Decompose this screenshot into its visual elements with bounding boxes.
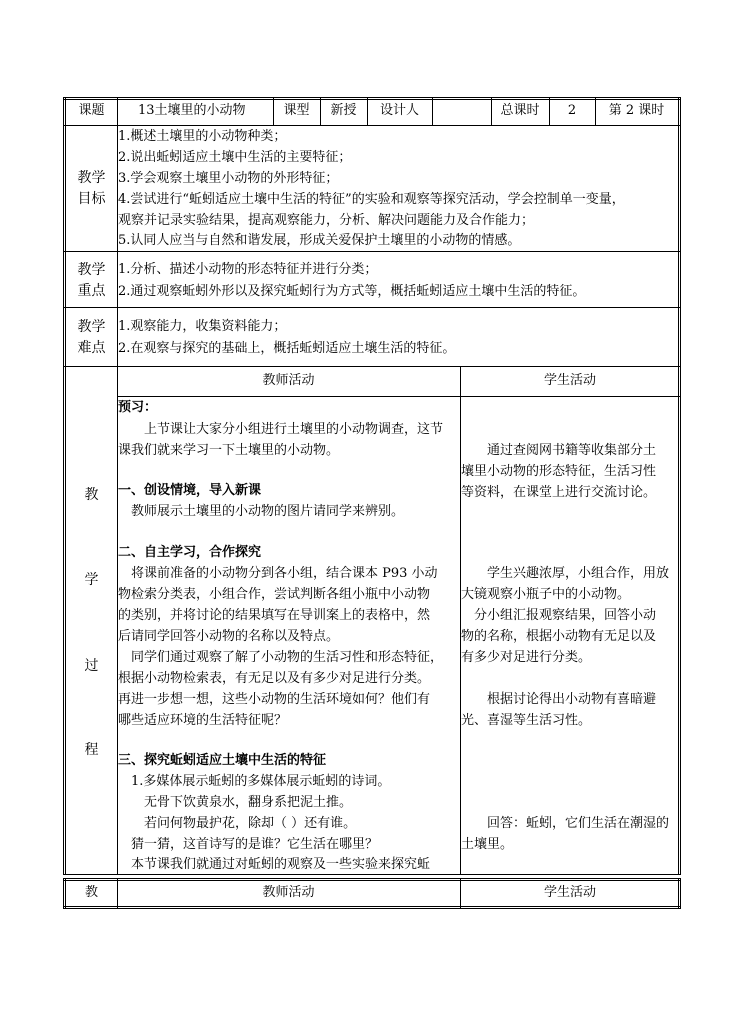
- period-value: 第 2 课时: [608, 103, 665, 118]
- student-line: 土壤里。: [461, 837, 514, 852]
- teacher-line: 教师展示土壤里的小动物的图片请同学来辨别。: [131, 504, 405, 519]
- student-line: 根据讨论得出小动物有喜暗避: [487, 692, 657, 707]
- diff-label-1: 教学: [77, 319, 106, 335]
- goals-item: 5.认同人应当与自然和谐发展，形成关爱保护土壤里的小动物的情感。: [118, 233, 521, 248]
- teacher-line: 课我们就来学习一下土壤里的小动物。: [118, 443, 340, 458]
- continuation-teacher-header: 教师活动: [262, 885, 315, 900]
- continuation-label: 教: [84, 885, 98, 900]
- key-label-2: 重点: [77, 283, 106, 299]
- goals-label-2: 目标: [77, 191, 106, 207]
- student-activity-header: 学生活动: [543, 373, 596, 388]
- section-heading: 一、创设情境，导入新课: [118, 483, 262, 498]
- goals-item: 1.概述土壤里的小动物种类；: [118, 129, 287, 144]
- goals-label-1: 教学: [77, 170, 106, 186]
- key-label-1: 教学: [77, 262, 106, 278]
- process-label-char: 教: [84, 487, 99, 503]
- poem-line: 若问何物最护花，除却（ ）还有谁。: [144, 816, 357, 831]
- student-line: 壤里小动物的形态特征，生活习性: [461, 464, 657, 479]
- teacher-activity-header: 教师活动: [262, 373, 315, 388]
- section-heading: 二、自主学习，合作探究: [118, 545, 262, 560]
- diff-item: 2.在观察与探究的基础上，概括蚯蚓适应土壤生活的特征。: [118, 341, 456, 356]
- diff-label-2: 难点: [77, 340, 106, 356]
- teacher-line: 再进一步想一想，这些小动物的生活环境如何？他们有: [118, 692, 431, 707]
- student-line: 学生兴趣浓厚，小组合作，用放: [487, 566, 670, 581]
- total-label: 总课时: [500, 103, 540, 118]
- teacher-line: 猜一猜，这首诗写的是谁？它生活在哪里？: [131, 837, 379, 852]
- teacher-line: 哪些适应环境的生活特征呢？: [118, 713, 288, 728]
- poem-line: 无骨下饮黄泉水，翻身系把泥土推。: [144, 795, 353, 810]
- student-line: 有多少对足进行分类。: [461, 650, 592, 665]
- teacher-line: 将课前准备的小动物分到各小组，结合课本 P93 小动: [131, 566, 438, 581]
- teacher-line: 上节课让大家分小组进行土壤里的小动物调查，这节: [144, 422, 444, 437]
- key-item: 1.分析、描述小动物的形态特征并进行分类；: [118, 262, 378, 277]
- process-label-char: 学: [84, 572, 99, 588]
- lesson-title: 13土壤里的小动物: [138, 103, 246, 118]
- process-label-char: 程: [84, 742, 99, 758]
- lesson-label: 课题: [78, 103, 105, 118]
- student-line: 大镜观察小瓶子中的小动物。: [461, 587, 631, 602]
- student-line: 光、喜湿等生活习性。: [461, 713, 592, 728]
- designer-label: 设计人: [379, 103, 419, 118]
- teacher-line: 根据小动物检索表，有无足以及有多少对足进行分类。: [118, 671, 431, 686]
- continuation-student-header: 学生活动: [543, 885, 596, 900]
- section-heading: 三、探究蚯蚓适应土壤中生活的特征: [118, 753, 327, 768]
- goals-item: 4.尝试进行“蚯蚓适应土壤中生活的特征”的实验和观察等探究活动，学会控制单一变量，: [118, 192, 625, 207]
- teacher-line: 后请同学回答小动物的名称以及特点。: [118, 629, 340, 644]
- student-line: 分小组汇报观察结果，回答小动: [474, 608, 657, 623]
- teacher-line: 同学们通过观察了解了小动物的生活习性和形态特征，: [131, 650, 444, 665]
- student-line: 通过查阅网书籍等收集部分土: [487, 443, 657, 458]
- student-line: 物的名称，根据小动物有无足以及: [461, 629, 657, 644]
- type-value: 新授: [330, 103, 357, 118]
- teacher-line: 本节课我们就通过对蚯蚓的观察及一些实验来探究蚯: [131, 857, 431, 872]
- diff-item: 1.观察能力，收集资料能力；: [118, 319, 287, 334]
- total-value: 2: [567, 103, 577, 118]
- teacher-line: 物检索分类表，小组合作，尝试判断各组小瓶中小动物: [118, 587, 431, 602]
- key-item: 2.通过观察蚯蚓外形以及探究蚯蚓行为方式等，概括蚯蚓适应土壤中生活的特征。: [118, 284, 586, 299]
- goals-item: 观察并记录实验结果，提高观察能力，分析、解决问题能力及合作能力；: [118, 213, 535, 228]
- process-label-char: 过: [84, 658, 99, 674]
- student-line: 等资料，在课堂上进行交流讨论。: [461, 485, 657, 500]
- preview-heading: 预习：: [118, 400, 158, 415]
- teacher-line: 1.多媒体展示蚯蚓的多媒体展示蚯蚓的诗词。: [131, 774, 391, 789]
- student-line: 回答：蚯蚓，它们生活在潮湿的: [487, 816, 670, 831]
- goals-item: 2.说出蚯蚓适应土壤中生活的主要特征；: [118, 150, 352, 165]
- type-label: 课型: [283, 103, 310, 118]
- teacher-line: 的类别，并将讨论的结果填写在导训案上的表格中，然: [118, 608, 431, 623]
- goals-item: 3.学会观察土壤里小动物的外形特征；: [118, 171, 339, 186]
